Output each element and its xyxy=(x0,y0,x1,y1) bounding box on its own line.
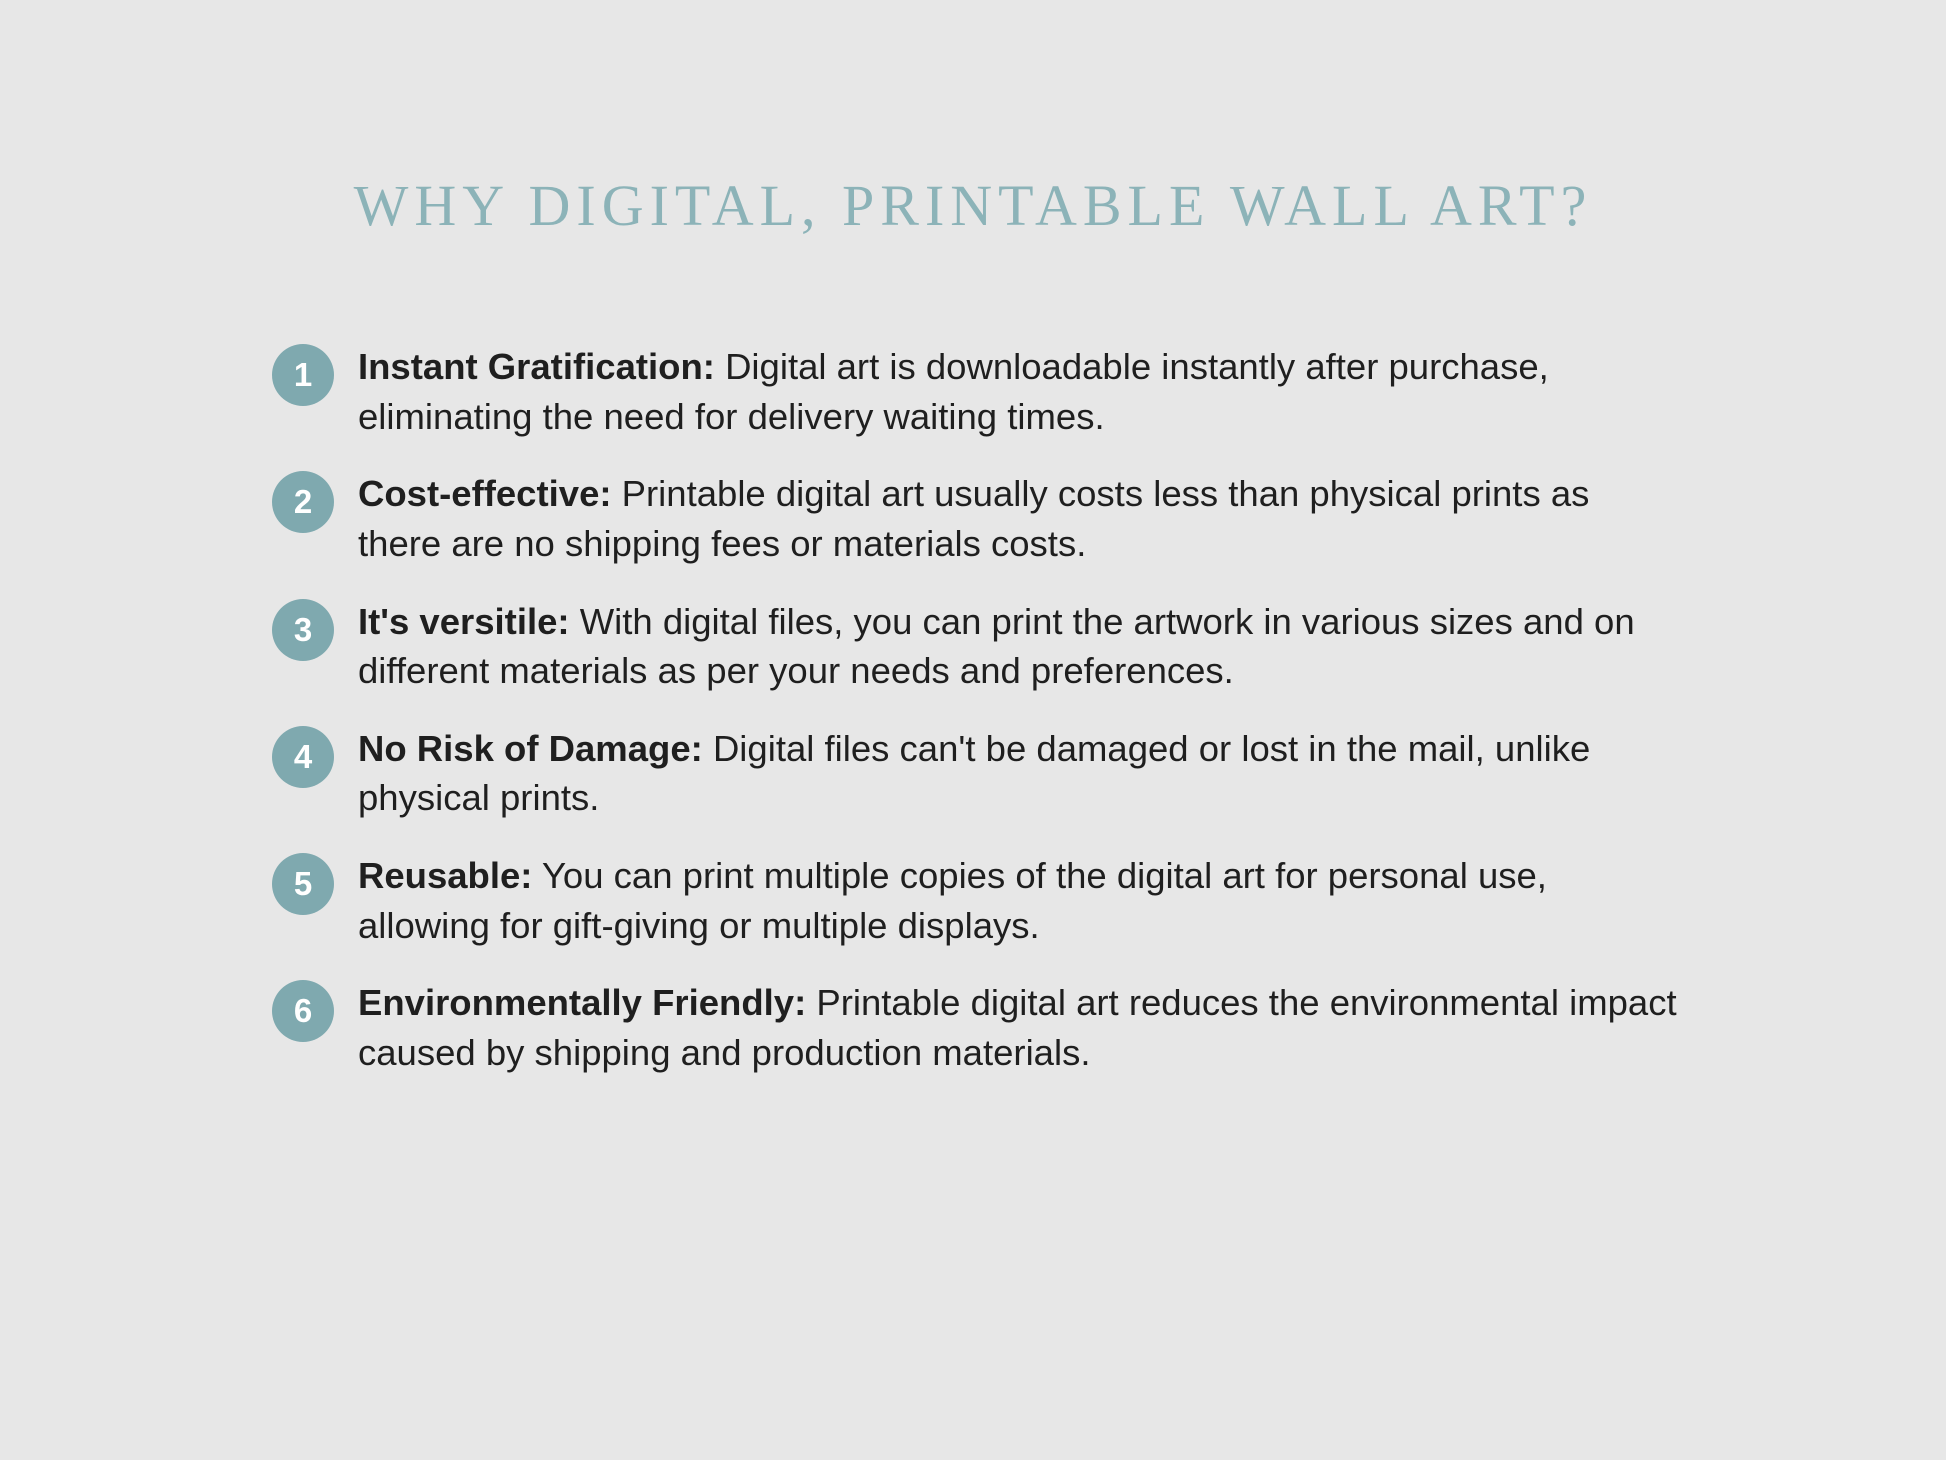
list-item-body: Printable digital art usually costs less than physical prints as there are no shipping fees or materials costs. xyxy=(358,473,1590,564)
list-item-lead: Cost-effective: xyxy=(358,473,612,515)
list-item-text xyxy=(358,724,1678,823)
list-item-body: Printable digital art reduces the environmental impact caused by shipping and production materials. xyxy=(358,982,1677,1073)
list-item-text xyxy=(358,469,1678,568)
list-item xyxy=(272,469,1692,568)
list-item-number-badge: 5 xyxy=(272,853,334,915)
list-item-text xyxy=(358,597,1678,696)
list-item-lead: Environmentally Friendly: xyxy=(358,982,807,1024)
list-item-lead: Reusable: xyxy=(358,855,533,896)
list-item-number-badge: 4 xyxy=(272,726,334,788)
list-item xyxy=(272,978,1692,1077)
benefits-list xyxy=(272,342,1692,1106)
list-item-lead: It's versitile: xyxy=(358,600,570,642)
list-item-lead: Instant Gratification: xyxy=(358,346,715,387)
list-item-body: Digital art is downloadable instantly after purchase, eliminating the need for delivery waiting times. xyxy=(358,346,1549,437)
list-item-body: With digital files, you can print the artwork in various sizes and on different materials as per your needs and preferences. xyxy=(358,600,1635,692)
list-item-number-badge: 2 xyxy=(272,471,334,533)
list-item-number-badge: 3 xyxy=(272,599,334,661)
list-item-text xyxy=(358,342,1678,441)
list-item xyxy=(272,597,1692,696)
list-item-lead: No Risk of Damage: xyxy=(358,727,703,769)
list-item xyxy=(272,724,1692,823)
list-item-number-badge: 1 xyxy=(272,344,334,406)
list-item-body: You can print multiple copies of the digital art for personal use, allowing for gift-giving or multiple displays. xyxy=(358,855,1547,946)
list-item xyxy=(272,851,1692,950)
list-item-body: Digital files can't be damaged or lost in the mail, unlike physical prints. xyxy=(358,727,1591,819)
list-item-text xyxy=(358,851,1678,950)
list-item-number-badge: 6 xyxy=(272,980,334,1042)
list-item xyxy=(272,342,1692,441)
list-item-text xyxy=(358,978,1678,1077)
page-title: WHY DIGITAL, PRINTABLE WALL ART? xyxy=(353,173,1593,238)
